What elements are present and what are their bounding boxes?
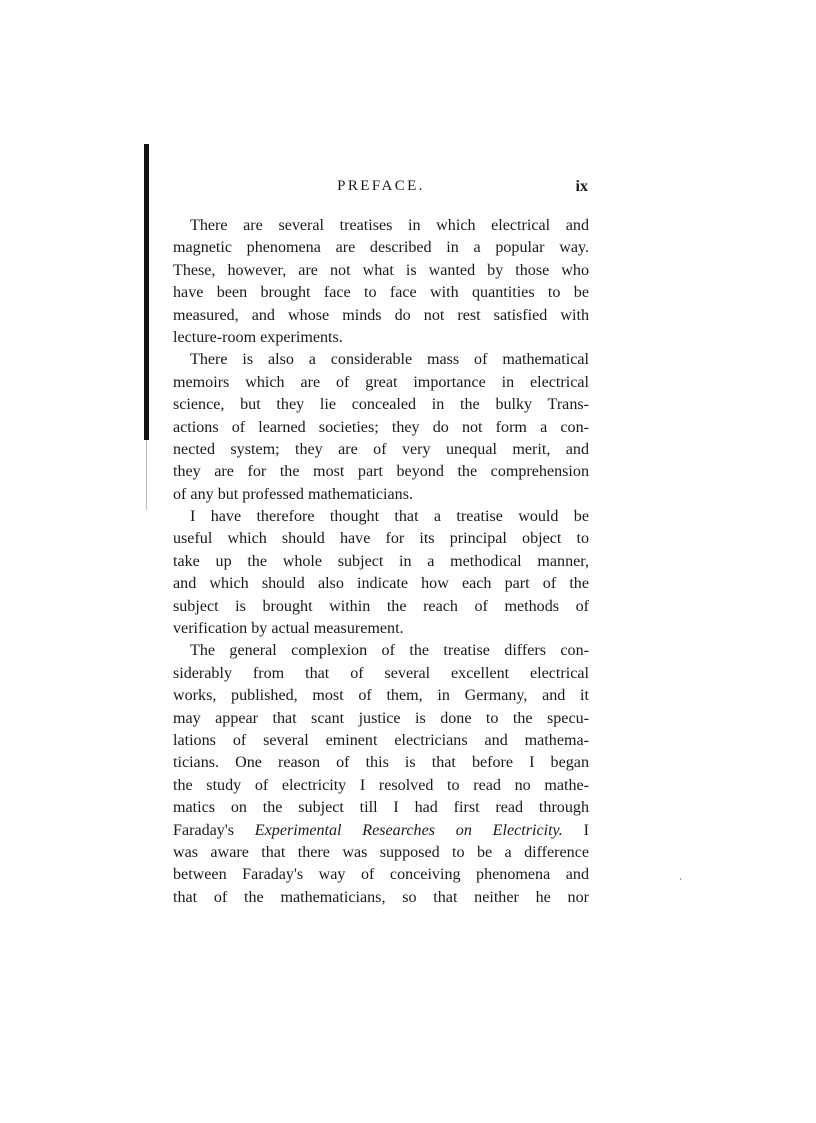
- scan-speck: [680, 878, 681, 880]
- text-line: science, but they lie concealed in the bulky Trans-: [173, 396, 589, 414]
- text-line: actions of learned societies; they do not form a con-: [173, 418, 589, 436]
- text-line: subject is brought within the reach of methods of: [173, 597, 589, 615]
- text-line: I have therefore thought that a treatise would be: [190, 508, 589, 526]
- paragraph: [173, 506, 589, 640]
- text-line: useful which should have for its principal object to: [173, 530, 589, 548]
- citation-prefix: Faraday's: [173, 821, 255, 839]
- text-line: nected system; they are of very unequal merit, and: [173, 440, 589, 458]
- paragraph: [173, 215, 589, 349]
- text-line: siderably from that of several excellent electrical: [173, 664, 589, 682]
- paragraph: [173, 349, 589, 506]
- text-line: ticians. One reason of this is that before I began: [173, 754, 589, 772]
- running-header: [173, 176, 589, 200]
- text-line: of any but professed mathematicians.: [173, 485, 413, 503]
- text-line: between Faraday's way of conceiving phenomena and: [173, 866, 589, 884]
- text-line: have been brought face to face with quantities to be: [173, 284, 589, 302]
- citation-line: [173, 820, 589, 842]
- text-line: they are for the most part beyond the comprehension: [173, 463, 589, 481]
- text-line: was aware that there was supposed to be a difference: [173, 843, 589, 861]
- text-line: The general complexion of the treatise differs con-: [190, 642, 589, 660]
- text-line: lations of several eminent electricians and mathema-: [173, 731, 589, 749]
- citation-title: Experimental Researches on Electricity.: [254, 821, 563, 839]
- text-line: magnetic phenomena are described in a popular way.: [173, 239, 589, 257]
- text-line: There are several treatises in which electrical and: [190, 217, 589, 234]
- page-number: ix: [575, 178, 588, 195]
- text-line: and which should also indicate how each part of the: [173, 575, 589, 593]
- text-line: take up the whole subject in a methodical manner,: [173, 552, 589, 570]
- text-line: that of the mathematicians, so that neither he nor: [173, 888, 589, 906]
- text-line: There is also a considerable mass of mathematical: [190, 351, 589, 369]
- text-line: verification by actual measurement.: [173, 620, 404, 638]
- text-line: matics on the subject till I had first read through: [173, 799, 589, 817]
- page-edge-shadow-tail: [146, 440, 147, 510]
- text-line: measured, and whose minds do not rest satisfied with: [173, 306, 589, 324]
- text-line: lecture-room experiments.: [173, 328, 343, 346]
- text-line: These, however, are not what is wanted by those who: [173, 261, 589, 279]
- citation-suffix: I: [562, 821, 589, 839]
- running-title: PREFACE.: [337, 178, 425, 194]
- body-text: [173, 215, 589, 909]
- text-line: memoirs which are of great importance in electrical: [173, 373, 589, 391]
- text-line: may appear that scant justice is done to the specu-: [173, 709, 589, 727]
- paragraph: [173, 640, 589, 909]
- text-line: the study of electricity I resolved to read no mathe-: [173, 776, 589, 794]
- text-line: works, published, most of them, in Germany, and it: [173, 687, 589, 705]
- page-edge-shadow: [144, 144, 149, 440]
